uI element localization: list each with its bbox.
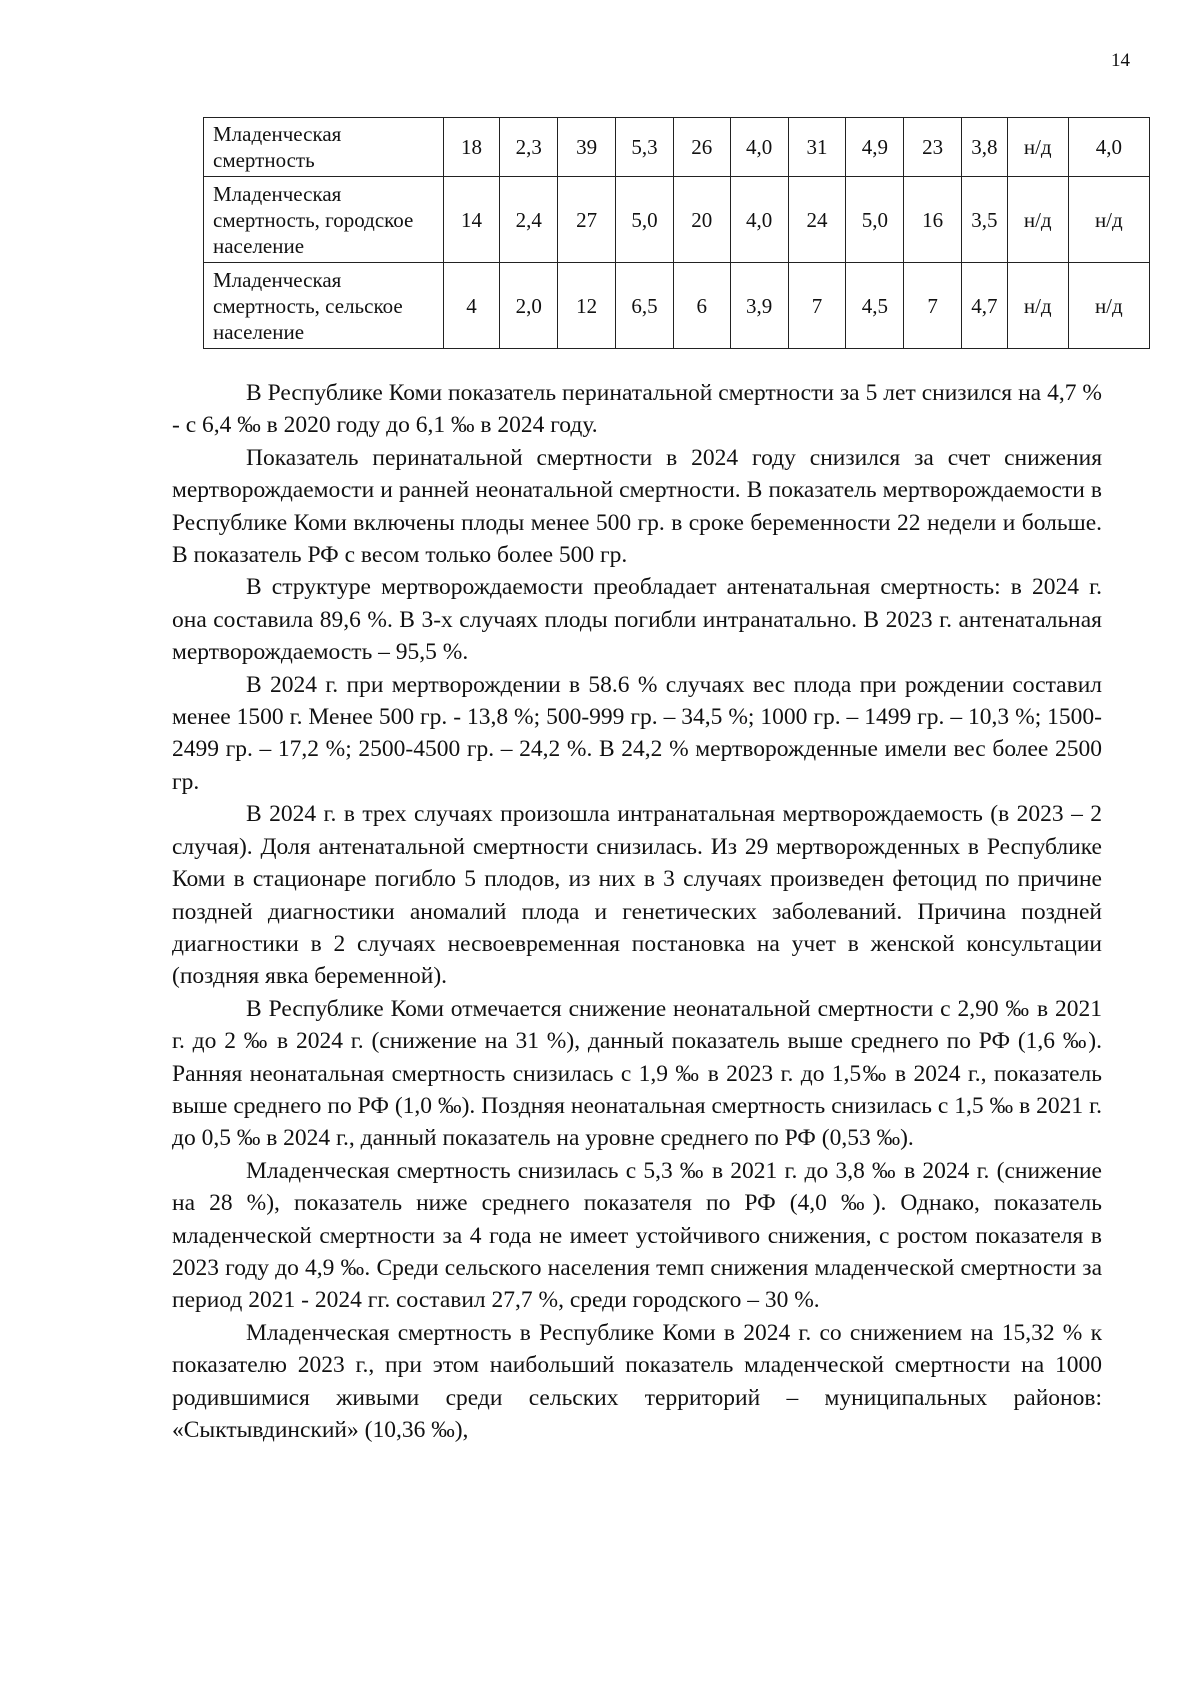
page-number: 14	[1111, 50, 1130, 71]
table-row	[204, 177, 1150, 263]
row-label: Младенческая смертность, сельское население	[204, 263, 444, 349]
table-cell: н/д	[1068, 263, 1149, 349]
table-cell: 5,3	[616, 118, 674, 177]
table-cell: 5,0	[846, 177, 904, 263]
paragraph: Показатель перинатальной смертности в 2024 году снизился за счет снижения мертворождаемости и ранней неонатальной смертности. В показатель мертворождаемости в Республике Коми включены плоды менее 500 гр. в сроке беременности 22 недели и больше. В показатель РФ с весом только более 500 гр.	[172, 444, 1102, 569]
table-cell: 4	[443, 263, 500, 349]
body-text	[172, 377, 1102, 1446]
table-cell: 16	[904, 177, 962, 263]
table-cell: 26	[673, 118, 730, 177]
paragraph: В структуре мертворождаемости преобладает антенатальная смертность: в 2024 г. она составила 89,6 %. В 3-х случаях плоды погибли интранатально. В 2023 г. антенатальная мертворождаемость – 95,5 %.	[172, 574, 1102, 666]
table-cell: 3,5	[962, 177, 1008, 263]
table-cell: 5,0	[616, 177, 674, 263]
table-cell: 3,8	[962, 118, 1008, 177]
paragraph: Младенческая смертность в Республике Коми в 2024 г. со снижением на 15,32 % к показателю 2023 г., при этом наибольший показатель младенческой смертности на 1000 родившимися живыми среди сельских территорий – муниципальных районов: «Сыктывдинский» (10,36 ‰),	[172, 1319, 1102, 1443]
paragraph: В Республике Коми отмечается снижение неонатальной смертности с 2,90 ‰ в 2021 г. до 2 ‰ в 2024 г. (снижение на 31 %), данный показатель выше среднего по РФ (1,6 ‰). Ранняя неонатальная смертность снизилась с 1,9 ‰ в 2023 г. до 1,5‰ в 2024 г., показатель выше среднего по РФ (1,0 ‰). Поздняя неонатальная смертность снизилась с 1,5 ‰ в 2021 г. до 0,5 ‰ в 2024 г., данный показатель на уровне среднего по РФ (0,53 ‰).	[172, 995, 1102, 1152]
table-cell: 6	[673, 263, 730, 349]
table-cell: 6,5	[616, 263, 674, 349]
row-label: Младенческая смертность, городское население	[204, 177, 444, 263]
table-cell: 27	[558, 177, 616, 263]
table-cell: 23	[904, 118, 962, 177]
table-cell: 2,3	[500, 118, 558, 177]
table-cell: 3,9	[730, 263, 788, 349]
table-cell: н/д	[1007, 118, 1068, 177]
paragraph: В Республике Коми показатель перинатальной смертности за 5 лет снизился на 4,7 % - с 6,4 ‰ в 2020 году до 6,1 ‰ в 2024 году.	[172, 380, 1102, 439]
row-label: Младенческая смертность	[204, 118, 444, 177]
table-cell: 7	[904, 263, 962, 349]
table-cell: н/д	[1068, 177, 1149, 263]
table-cell: н/д	[1007, 263, 1068, 349]
table-row	[204, 263, 1150, 349]
table-cell: 4,0	[730, 177, 788, 263]
paragraph: Младенческая смертность снизилась с 5,3 ‰ в 2021 г. до 3,8 ‰ в 2024 г. (снижение на 28 %), показатель ниже среднего показателя по РФ (4,0 ‰). Однако, показатель младенческой смертности за 4 года не имеет устойчивого снижения, с ростом показателя в 2023 году до 4,9 ‰. Среди сельского населения темп снижения младенческой смертности за период 2021 - 2024 гг. составил 27,7 %, среди городского – 30 %.	[172, 1157, 1102, 1314]
table-cell: 7	[788, 263, 846, 349]
table-cell: 31	[788, 118, 846, 177]
table-cell: 4,9	[846, 118, 904, 177]
mortality-table	[203, 117, 1150, 349]
table-row	[204, 118, 1150, 177]
table-cell: 24	[788, 177, 846, 263]
table-cell: 20	[673, 177, 730, 263]
table-cell: 2,4	[500, 177, 558, 263]
table-cell: 4,0	[730, 118, 788, 177]
table-cell: 18	[443, 118, 500, 177]
table-cell: 2,0	[500, 263, 558, 349]
paragraph: В 2024 г. в трех случаях произошла интранатальная мертворождаемость (в 2023 – 2 случая). Доля антенатальной смертности снизилась. Из 29 мертворожденных в Республике Коми в стационаре погибло 5 плодов, из них в 3 случаях произведен фетоцид по причине поздней диагностики аномалий плода и генетических заболеваний. Причина поздней диагностики в 2 случаях несвоевременная постановка на учет в женской консультации (поздняя явка беременной).	[172, 801, 1102, 990]
table-cell: 39	[558, 118, 616, 177]
paragraph: В 2024 г. при мертворождении в 58.6 % случаях вес плода при рождении составил менее 1500 г. Менее 500 гр. - 13,8 %; 500-999 гр. – 34,5 %; 1000 гр. – 1499 гр. – 10,3 %; 1500-2499 гр. – 17,2 %; 2500-4500 гр. – 24,2 %. В 24,2 % мертворожденные имели вес более 2500 гр.	[172, 671, 1102, 795]
table-cell: 4,0	[1068, 118, 1149, 177]
table-cell: 4,5	[846, 263, 904, 349]
table-cell: н/д	[1007, 177, 1068, 263]
table-cell: 4,7	[962, 263, 1008, 349]
table-cell: 14	[443, 177, 500, 263]
table-cell: 12	[558, 263, 616, 349]
